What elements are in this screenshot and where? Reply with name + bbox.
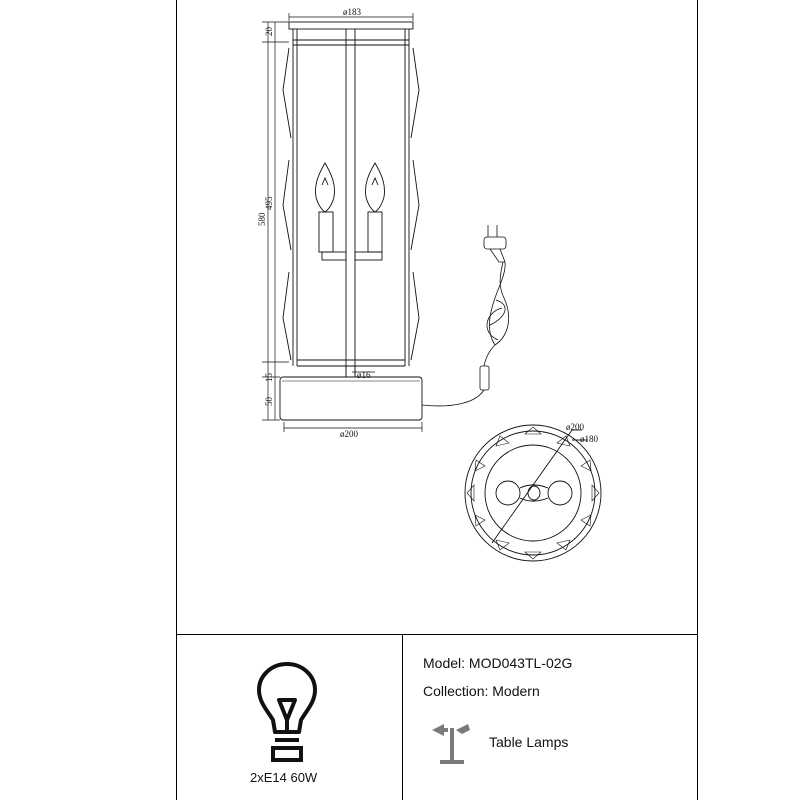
collection-label: Collection: xyxy=(423,683,489,699)
lamp-elevation xyxy=(280,22,422,420)
model-value: MOD043TL-02G xyxy=(468,655,573,671)
dim-base-diameter: ø200 xyxy=(340,429,358,439)
dim-top-height: 20 xyxy=(264,27,274,36)
bulb-right xyxy=(355,163,385,260)
category-label: Table Lamps xyxy=(489,734,569,750)
dim-shade-height: 495 xyxy=(264,196,274,210)
dim-base-height: 50 xyxy=(264,397,274,406)
power-spec: 2xE14 60W xyxy=(250,770,318,785)
frame-info-column-divider xyxy=(402,634,403,800)
dim-rod-gap: 15 xyxy=(264,373,274,382)
bulb-left xyxy=(315,163,346,260)
table-lamp-icon xyxy=(430,720,476,766)
collection-row xyxy=(423,683,540,699)
power-cable xyxy=(422,225,509,406)
light-bulb-icon xyxy=(255,660,319,770)
frame-info-divider xyxy=(176,634,698,635)
dim-plan-outer: ø200 xyxy=(566,422,584,432)
model-row xyxy=(423,655,572,671)
plan-view xyxy=(465,425,601,561)
collection-value: Modern xyxy=(492,683,540,699)
dim-top-width: ø183 xyxy=(343,7,361,17)
model-label: Model: xyxy=(423,655,466,671)
dim-overall-height: 580 xyxy=(257,212,267,226)
dim-rod-diameter: ø16 xyxy=(357,370,371,380)
dim-plan-inner: ø180 xyxy=(580,434,598,444)
